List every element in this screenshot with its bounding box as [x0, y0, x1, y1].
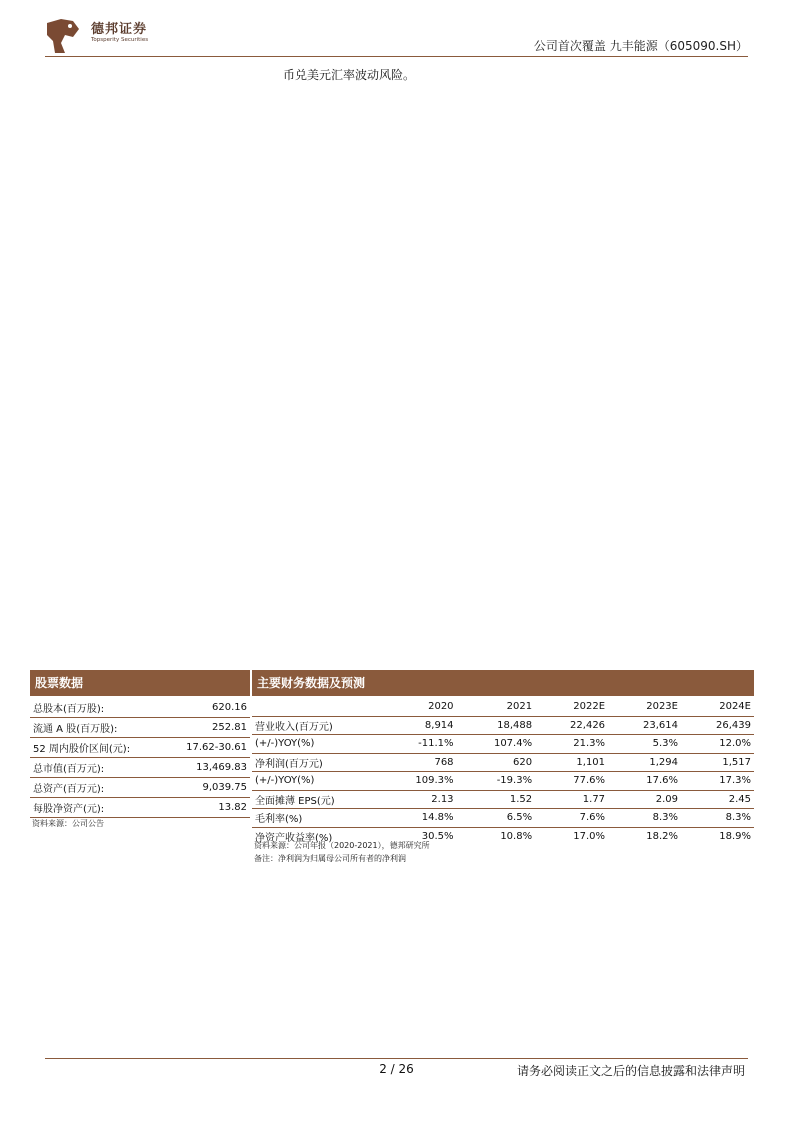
finance-source-note: 资料来源：公司年报（2020-2021），德邦研究所 [254, 841, 430, 850]
table-row [252, 716, 754, 735]
cell: 1.77 [535, 790, 608, 809]
cell: 26,439 [681, 716, 754, 735]
table-row [30, 758, 250, 778]
cell: 7.6% [535, 809, 608, 828]
table-row [30, 778, 250, 798]
row-label: 净资产收益率(%) [255, 832, 333, 844]
cell: 2.45 [681, 790, 754, 809]
cell: 17.3% [681, 772, 754, 791]
logo-icon [43, 15, 83, 57]
row-label: (+/-)YOY(%) [252, 772, 378, 791]
cell: 12.0% [681, 735, 754, 754]
cell: 620 [457, 753, 536, 772]
table-row [30, 798, 250, 818]
cell: -19.3% [457, 772, 536, 791]
footer-divider [45, 1058, 748, 1059]
finance-panel-title: 主要财务数据及预测 [252, 670, 754, 696]
table-row [252, 772, 754, 791]
body-paragraph: 币兑美元汇率波动风险。 [283, 68, 416, 82]
row-label: 流通 A 股(百万股): [30, 718, 163, 738]
cell: 10.8% [500, 830, 533, 842]
cell: 1.52 [457, 790, 536, 809]
table-row [30, 738, 250, 758]
table-row [252, 753, 754, 772]
row-label: 全面摊薄 EPS(元) [252, 790, 378, 809]
cell: -11.1% [378, 735, 457, 754]
logo-text-cn: 德邦证券 [91, 22, 148, 37]
cell: 6.5% [457, 809, 536, 828]
stock-panel-title: 股票数据 [30, 670, 250, 696]
header-divider [45, 56, 748, 57]
cell: 8,914 [378, 716, 457, 735]
report-title: 公司首次覆盖 九丰能源（605090.SH） [533, 39, 748, 53]
year-header: 2021 [457, 698, 536, 716]
cell: 2.13 [378, 790, 457, 809]
cell: 2.09 [608, 790, 681, 809]
row-label: 52 周内股价区间(元): [30, 738, 163, 758]
cell: 1,517 [681, 753, 754, 772]
page-number: 2 / 26 [379, 1062, 414, 1076]
cell: 14.8% [378, 809, 457, 828]
finance-remark-note: 备注：净利润为归属母公司所有者的净利润 [254, 854, 406, 863]
table-row [252, 809, 754, 828]
row-label: 净利润(百万元) [252, 753, 378, 772]
cell: 107.4% [457, 735, 536, 754]
company-logo [43, 15, 153, 57]
table-row [252, 735, 754, 754]
cell: 77.6% [535, 772, 608, 791]
stock-data-table [30, 698, 250, 818]
table-row [252, 790, 754, 809]
logo-text-en: Topsperity Securities [91, 37, 149, 43]
cell: 17.0% [573, 830, 606, 842]
cell: 18,488 [457, 716, 536, 735]
row-value: 13,469.83 [163, 758, 250, 778]
cell: 18.2% [646, 830, 678, 842]
row-label: 营业收入(百万元) [252, 716, 378, 735]
row-value: 252.81 [163, 718, 250, 738]
row-label: 总市值(百万元): [30, 758, 163, 778]
cell: 30.5% [421, 830, 454, 842]
table-row [30, 718, 250, 738]
year-header: 2022E [535, 698, 608, 716]
row-value: 13.82 [163, 798, 250, 818]
cell: 17.6% [608, 772, 681, 791]
header-blank [252, 698, 378, 716]
row-label: 每股净资产(元): [30, 798, 163, 818]
row-label: (+/-)YOY(%) [252, 735, 378, 754]
row-label: 毛利率(%) [252, 809, 378, 828]
cell: 18.9% [719, 830, 751, 842]
row-value: 620.16 [163, 698, 250, 718]
cell: 5.3% [608, 735, 681, 754]
table-header-row [252, 698, 754, 716]
disclaimer-text: 请务必阅读正文之后的信息披露和法律声明 [516, 1064, 745, 1078]
cell: 21.3% [535, 735, 608, 754]
year-header: 2024E [681, 698, 754, 716]
finance-data-table [252, 698, 754, 845]
year-header: 2020 [378, 698, 457, 716]
stock-source-note: 资料来源：公司公告 [32, 819, 104, 828]
row-label: 总股本(百万股): [30, 698, 163, 718]
year-header: 2023E [608, 698, 681, 716]
cell: 768 [378, 753, 457, 772]
cell: 109.3% [378, 772, 457, 791]
table-row [30, 698, 250, 718]
row-label: 总资产(百万元): [30, 778, 163, 798]
row-value: 17.62-30.61 [163, 738, 250, 758]
cell: 1,294 [608, 753, 681, 772]
row-value: 9,039.75 [163, 778, 250, 798]
cell: 23,614 [608, 716, 681, 735]
cell: 8.3% [608, 809, 681, 828]
cell: 22,426 [535, 716, 608, 735]
cell: 8.3% [681, 809, 754, 828]
cell: 1,101 [535, 753, 608, 772]
